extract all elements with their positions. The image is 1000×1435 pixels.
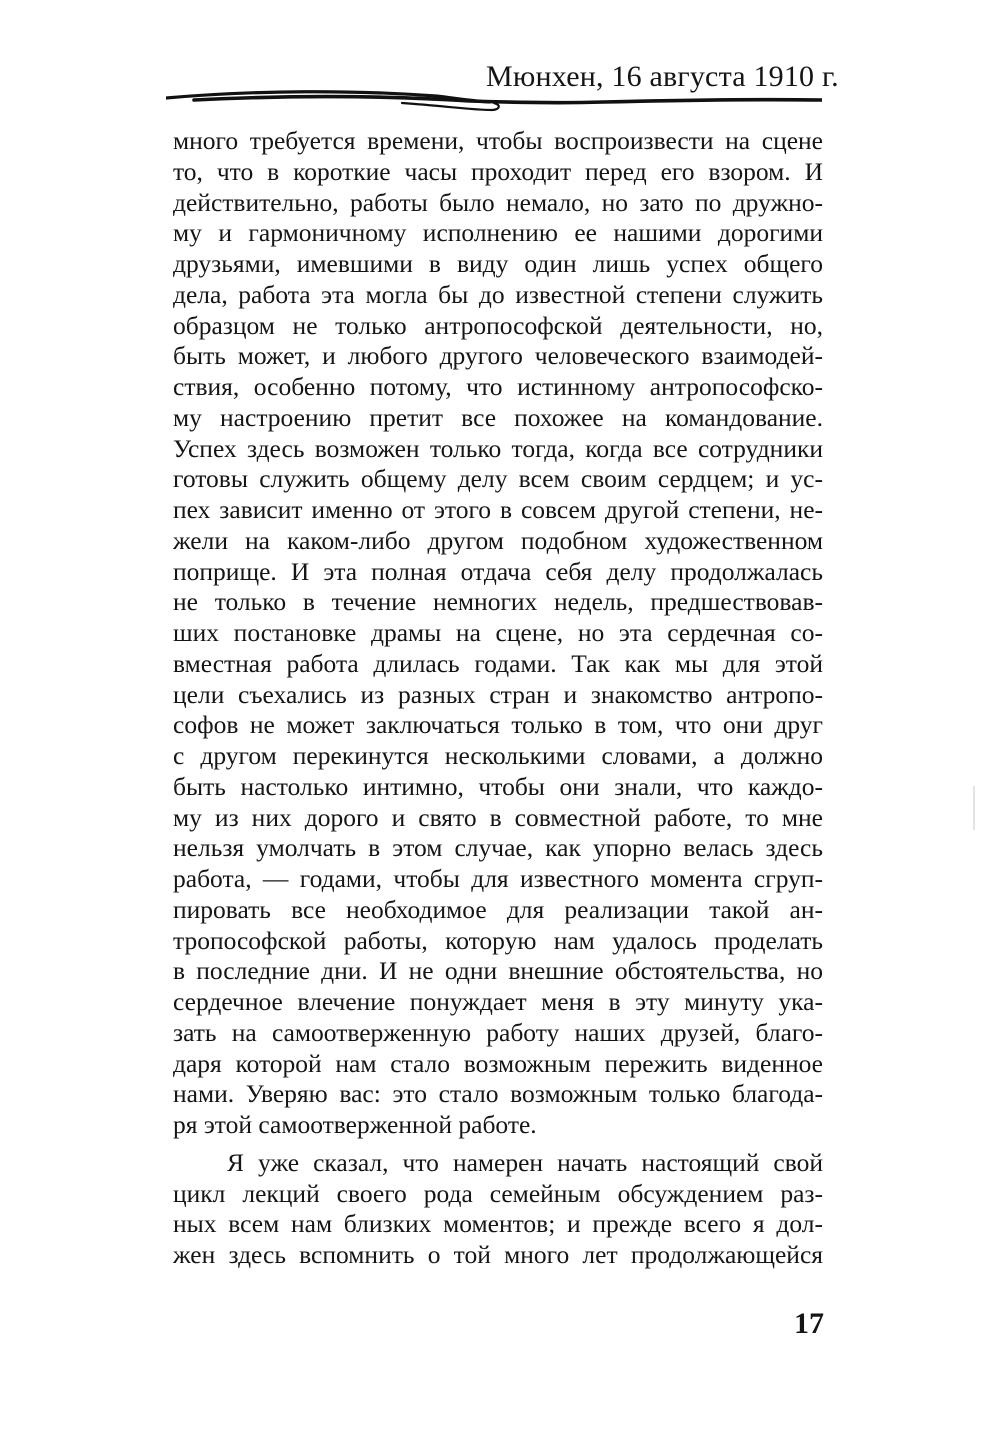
paragraph-1-line-9: ствия, особенно потому, что истинному антропософско-: [173, 372, 823, 401]
paragraph-1-line-32: нами. Уверяю вас: это стало возможным только благода-: [173, 1079, 823, 1109]
paragraph-1-line-29: сердечное влечение понуждает меня в эту минуту ука-: [173, 987, 823, 1016]
decorative-header-rule: [166, 86, 822, 118]
paragraph-2-line-2: цикл лекций своего рода семейным обсуждением раз-: [173, 1178, 823, 1208]
paragraph-1-line-14: жели на каком-либо другом подобном художественном: [173, 525, 823, 555]
paragraph-1-line-5: друзьями, имевшими в виду один лишь успех общего: [173, 249, 823, 278]
paragraph-1-line-6: дела, работа эта могла бы до известной степени служить: [173, 279, 823, 309]
paragraph-1-line-19: цели съехались из разных стран и знакомство антропо-: [173, 679, 823, 709]
paragraph-1-line-15: поприще. И эта полная отдача себя делу продолжалась: [173, 556, 823, 586]
paragraph-1-line-17: ших постановке драмы на сцене, но эта сердечная со-: [173, 618, 823, 647]
paragraph-1-line-21: с другом перекинутся несколькими словами, а должно: [173, 741, 823, 770]
paragraph-1-line-20: софов не может заключаться только в том, что они друг: [173, 710, 823, 740]
paragraph-1-line-4: му и гармоничному исполнению ее нашими дорогими: [173, 218, 823, 248]
paragraph-1-line-13: пех зависит именно от этого в совсем другой степени, не-: [173, 495, 823, 524]
paragraph-1-line-31: даря которой нам стало возможным пережить виденное: [173, 1048, 823, 1078]
decorative-rule-right-swash: [402, 103, 499, 110]
paragraph-2-line-1: Я уже сказал, что намерен начать настоящий свой: [227, 1147, 823, 1177]
paragraph-1-line-1: много требуется времени, чтобы воспроизвести на сцене: [173, 126, 823, 155]
paragraph-1-line-8: быть может, и любого другого человеческого взаимодей-: [173, 341, 823, 371]
running-title: Мюнхен, 16 августа 1910 г.: [486, 60, 839, 93]
paragraph-1-line-16: не только в течение немногих недель, предшествовав-: [173, 587, 823, 617]
paragraph-1-line-11: Успех здесь возможен только тогда, когда все сотрудники: [173, 433, 823, 463]
paragraph-1-line-33: ря этой самоотверженной работе.: [173, 1110, 537, 1139]
scan-mark: [973, 786, 975, 830]
paragraph-2-line-4: жен здесь вспомнить о той много лет продолжающейся: [173, 1240, 823, 1269]
paragraph-1-line-24: нельзя умолчать в этом случае, как упорно велась здесь: [173, 833, 823, 863]
paragraph-1-line-2: то, что в короткие часы проходит перед его взором. И: [173, 156, 823, 186]
paragraph-1-line-10: му настроению претит все похожее на командование.: [173, 402, 823, 432]
paragraph-1-line-27: тропософской работы, которую нам удалось проделать: [173, 925, 823, 955]
paragraph-spacing: [173, 1141, 823, 1148]
paragraph-2-line-3: ных всем нам близких моментов; и прежде всего я дол-: [173, 1209, 823, 1239]
paragraph-1-line-30: зать на самоотверженную работу наших друзей, благо-: [173, 1017, 823, 1047]
paragraph-1-line-22: быть настолько интимно, чтобы они знали, что каждо-: [173, 771, 823, 801]
paragraph-1-line-28: в последние дни. И не одни внешние обстоятельства, но: [173, 956, 823, 986]
paragraph-1-line-23: му из них дорого и свято в совместной работе, то мне: [173, 802, 823, 832]
paragraph-1-line-7: образцом не только антропософской деятельности, но,: [173, 310, 823, 340]
paragraph-1-line-12: готовы служить общему делу всем своим сердцем; и ус-: [173, 464, 823, 494]
decorative-rule-main-line: [194, 97, 822, 103]
paragraph-1-line-26: пировать все необходимое для реализации такой ан-: [173, 894, 823, 924]
page-number: 17: [794, 1307, 824, 1340]
paragraph-1-line-25: работа, — годами, чтобы для известного момента сгруп-: [173, 864, 823, 893]
paragraph-1-line-18: вместная работа длилась годами. Так как мы для этой: [173, 648, 823, 678]
body-text: [173, 126, 823, 1271]
paragraph-1-line-3: действительно, работы было немало, но зато по дружно-: [173, 187, 823, 217]
